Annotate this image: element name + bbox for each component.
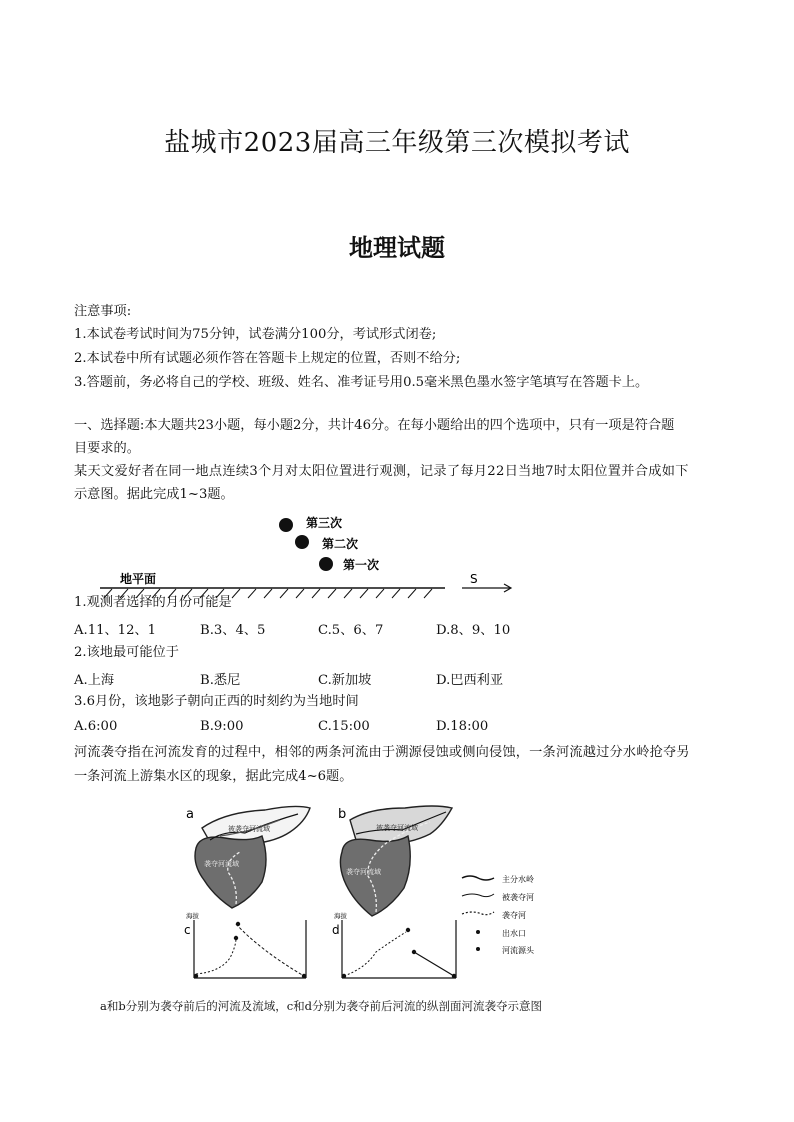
- a-lower-label: 袭夺河流域: [204, 860, 239, 868]
- d-outlet-right: [452, 974, 456, 978]
- q2-option-b: B.悉尼: [200, 673, 241, 688]
- legend-captured-river-label: 被袭夺河: [502, 893, 534, 902]
- direction-label: S: [470, 572, 478, 586]
- q3-option-a: A.6:00: [74, 719, 118, 734]
- sun-dot-first: [319, 557, 333, 571]
- b-upper-label: 被袭夺河流域: [376, 824, 418, 832]
- q1-option-a: A.11、12、1: [74, 623, 157, 638]
- legend-outlet-label: 出水口: [502, 929, 526, 938]
- c-captured-profile: [236, 924, 304, 976]
- label-second: 第二次: [322, 537, 359, 551]
- axis-c-label: 海拔: [186, 912, 199, 920]
- question-2-stem: 2.该地最可能位于: [74, 645, 179, 660]
- a-upper-label: 被袭夺河流域: [228, 825, 270, 833]
- panel-c-label: c: [184, 923, 191, 937]
- d-head-point: [412, 950, 416, 954]
- sun-dot-second: [295, 535, 309, 549]
- notice-item-3: 3.答题前，务必将自己的学校、班级、姓名、准考证号用0.5毫米黑色墨水签字笔填写在答题卡上。: [74, 375, 649, 390]
- question-3-stem: 3.6月份，该地影子朝向正西的时刻约为当地时间: [74, 694, 359, 709]
- q1-option-b: B.3、4、5: [200, 623, 266, 638]
- q2-option-a: A.上海: [74, 673, 115, 688]
- q3-option-d: D.18:00: [436, 719, 489, 734]
- d-beheaded-profile: [414, 952, 454, 976]
- d-source-point: [406, 928, 410, 932]
- q2-option-d: D.巴西利亚: [436, 673, 504, 688]
- passage1-line1: 某天文爱好者在同一地点连续3个月对太阳位置进行观测，记录了每月22日当地7时太阳位置并合成如下: [74, 464, 689, 479]
- notice-heading: 注意事项:: [74, 304, 132, 319]
- legend-capturing-river-icon: [462, 912, 494, 915]
- figure-caption: a和b分别为袭夺前后的河流及流域，c和d分别为袭夺前后河流的纵剖面河流袭夺示意图: [100, 999, 543, 1013]
- passage2-line2: 一条河流上游集水区的现象，据此完成4~6题。: [74, 769, 353, 784]
- river-capture-figure: [180, 800, 560, 990]
- legend-source-label: 河流源头: [502, 946, 534, 955]
- subject-title: 地理试题: [349, 233, 445, 262]
- axis-d-label: 海拔: [334, 912, 347, 920]
- sun-dot-third: [279, 518, 293, 532]
- c-capturing-profile: [196, 938, 236, 974]
- b-lower-label: 袭夺河流域: [346, 868, 381, 876]
- passage1-line2: 示意图。据此完成1~3题。: [74, 487, 234, 502]
- panel-b-label: b: [338, 807, 347, 822]
- exam-title: 盐城市2023届高三年级第三次模拟考试: [164, 128, 630, 158]
- notice-item-1: 1.本试卷考试时间为75分钟，试卷满分100分，考试形式闭卷;: [74, 327, 437, 342]
- section-intro-line2: 目要求的。: [74, 441, 140, 456]
- q3-option-b: B.9:00: [200, 719, 244, 734]
- d-outlet-left: [342, 974, 346, 978]
- c-outlet-left: [194, 974, 198, 978]
- c-source-point-2: [236, 922, 240, 926]
- c-outlet-right: [302, 974, 306, 978]
- legend-divide-icon: [462, 876, 494, 880]
- legend-divide-label: 主分水岭: [502, 875, 534, 884]
- label-third: 第三次: [306, 516, 343, 530]
- q1-option-c: C.5、6、7: [318, 623, 384, 638]
- horizon-label: 地平面: [120, 572, 157, 586]
- c-source-point: [234, 936, 238, 940]
- panel-a-label: a: [186, 807, 194, 822]
- legend-outlet-icon: [476, 930, 480, 934]
- sun-position-figure: [100, 508, 520, 600]
- q2-option-c: C.新加坡: [318, 673, 372, 688]
- question-1-stem: 1.观测者选择的月份可能是: [74, 595, 232, 610]
- legend-capturing-river-label: 袭夺河: [502, 911, 526, 920]
- label-first: 第一次: [343, 558, 380, 572]
- panel-d-label: d: [332, 923, 340, 937]
- b-capturing-basin: [340, 836, 410, 916]
- legend-source-icon: [476, 947, 480, 951]
- q3-option-c: C.15:00: [318, 719, 370, 734]
- q1-option-d: D.8、9、10: [436, 623, 511, 638]
- d-capturing-profile: [344, 932, 406, 976]
- passage2-line1: 河流袭夺指在河流发育的过程中，相邻的两条河流由于溯源侵蚀或侧向侵蚀，一条河流越过分水岭抢夺另: [74, 745, 690, 760]
- notice-item-2: 2.本试卷中所有试题必须作答在答题卡上规定的位置，否则不给分;: [74, 351, 461, 366]
- legend-captured-river-icon: [462, 894, 494, 897]
- section-intro-line1: 一、选择题:本大题共23小题，每小题2分，共计46分。在每小题给出的四个选项中，只有一项是符合题: [74, 418, 675, 433]
- a-capturing-basin: [195, 836, 266, 908]
